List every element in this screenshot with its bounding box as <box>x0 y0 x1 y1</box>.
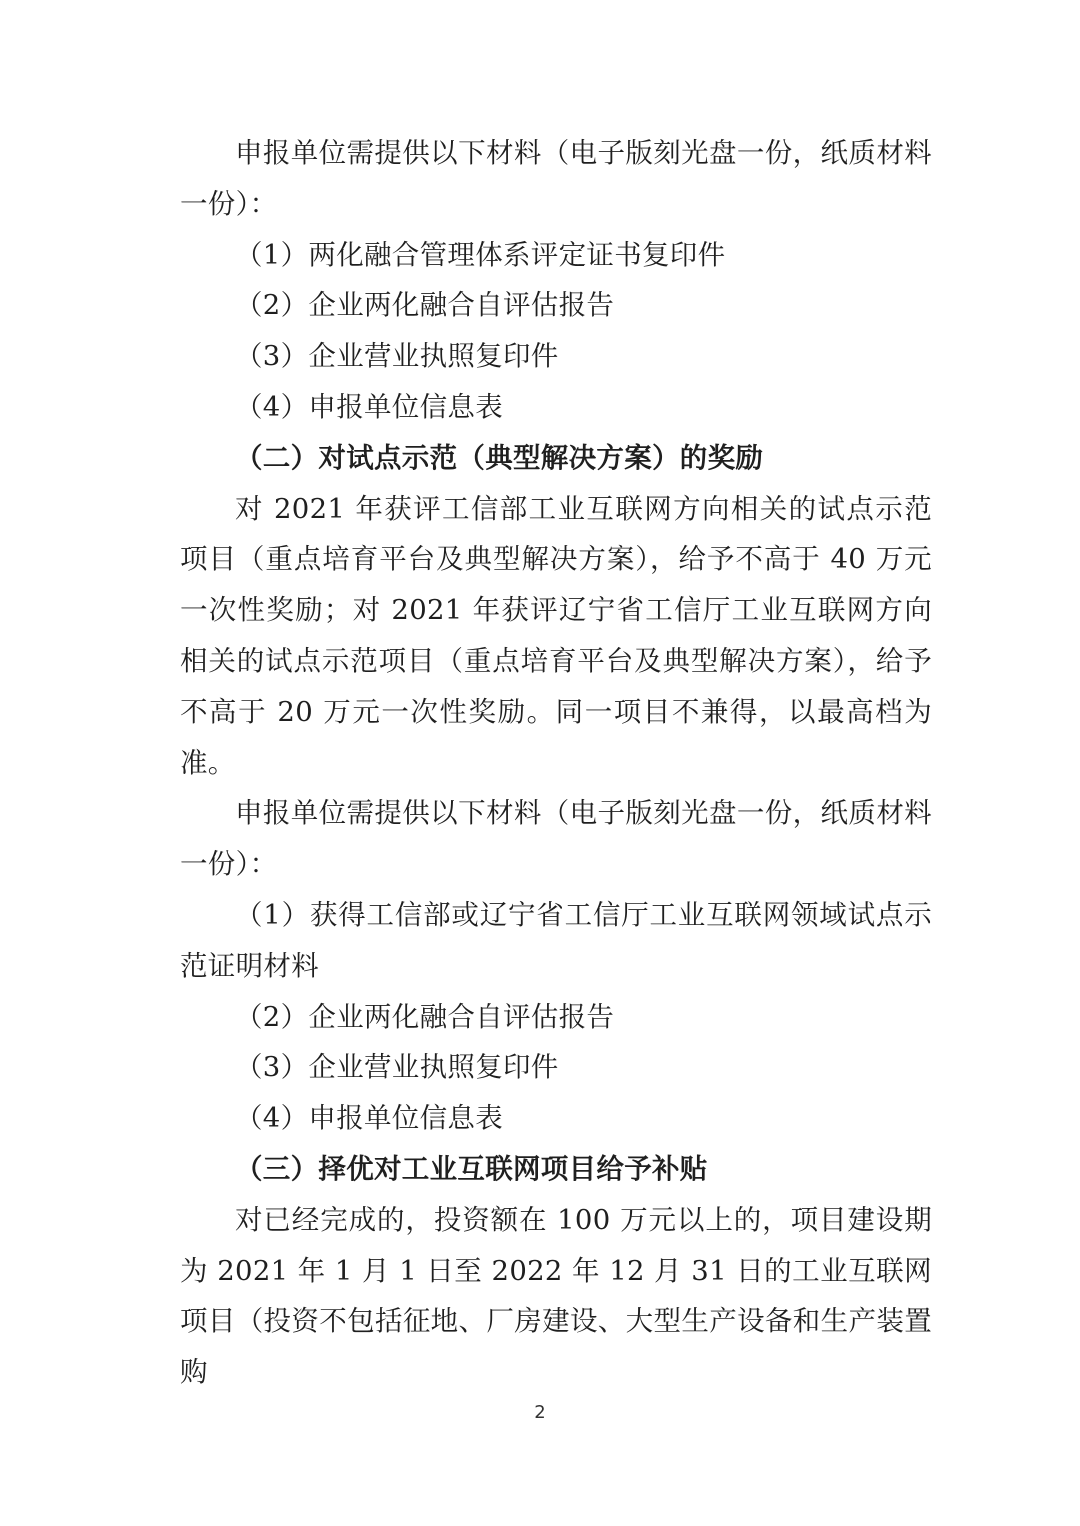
list-item-business-license-copy-2: （3）企业营业执照复印件 <box>235 1051 559 1084</box>
list-item-applicant-info-form: （4）申报单位信息表 <box>235 390 503 423</box>
paragraph-materials-intro-2: 申报单位需提供以下材料（电子版刻光盘一份，纸质材料一份）： <box>180 797 932 881</box>
section-heading-project-subsidy: （三）择优对工业互联网项目给予补贴 <box>235 1152 708 1185</box>
list-item-applicant-info-form-2: （4）申报单位信息表 <box>235 1102 503 1135</box>
list-item-business-license-copy: （3）企业营业执照复印件 <box>235 340 559 373</box>
section-heading-pilot-demonstration: （二）对试点示范（典型解决方案）的奖励 <box>235 441 764 474</box>
list-item-self-assessment-report: （2）企业两化融合自评估报告 <box>235 289 615 322</box>
document-body <box>180 128 932 1398</box>
list-item-pilot-proof: （1）获得工信部或辽宁省工信厅工业互联网领域试点示范证明材料 <box>180 898 932 982</box>
list-item-certificate-copy: （1）两化融合管理体系评定证书复印件 <box>235 238 726 271</box>
paragraph-pilot-reward-details: 对 2021 年获评工信部工业互联网方向相关的试点示范项目（重点培育平台及典型解决方案），给予不高于 40 万元一次性奖励；对 2021 年获评辽宁省工信厅工业互联网方向相关的试点示范项目（重点培育平台及典型解决方案），给予不高于 20 万元一次性奖励。同一项目不兼得，以最高档为准。 <box>180 492 932 779</box>
paragraph-materials-intro: 申报单位需提供以下材料（电子版刻光盘一份，纸质材料一份）： <box>180 137 932 220</box>
paragraph-subsidy-details: 对已经完成的，投资额在 100 万元以上的，项目建设期为 2021 年 1 月 1 日至 2022 年 12 月 31 日的工业互联网项目（投资不包括征地、厂房建设、大型生产设备和生产装置购 <box>180 1203 932 1389</box>
page-number: 2 <box>534 1402 546 1423</box>
list-item-self-assessment-report-2: （2）企业两化融合自评估报告 <box>235 1000 615 1033</box>
